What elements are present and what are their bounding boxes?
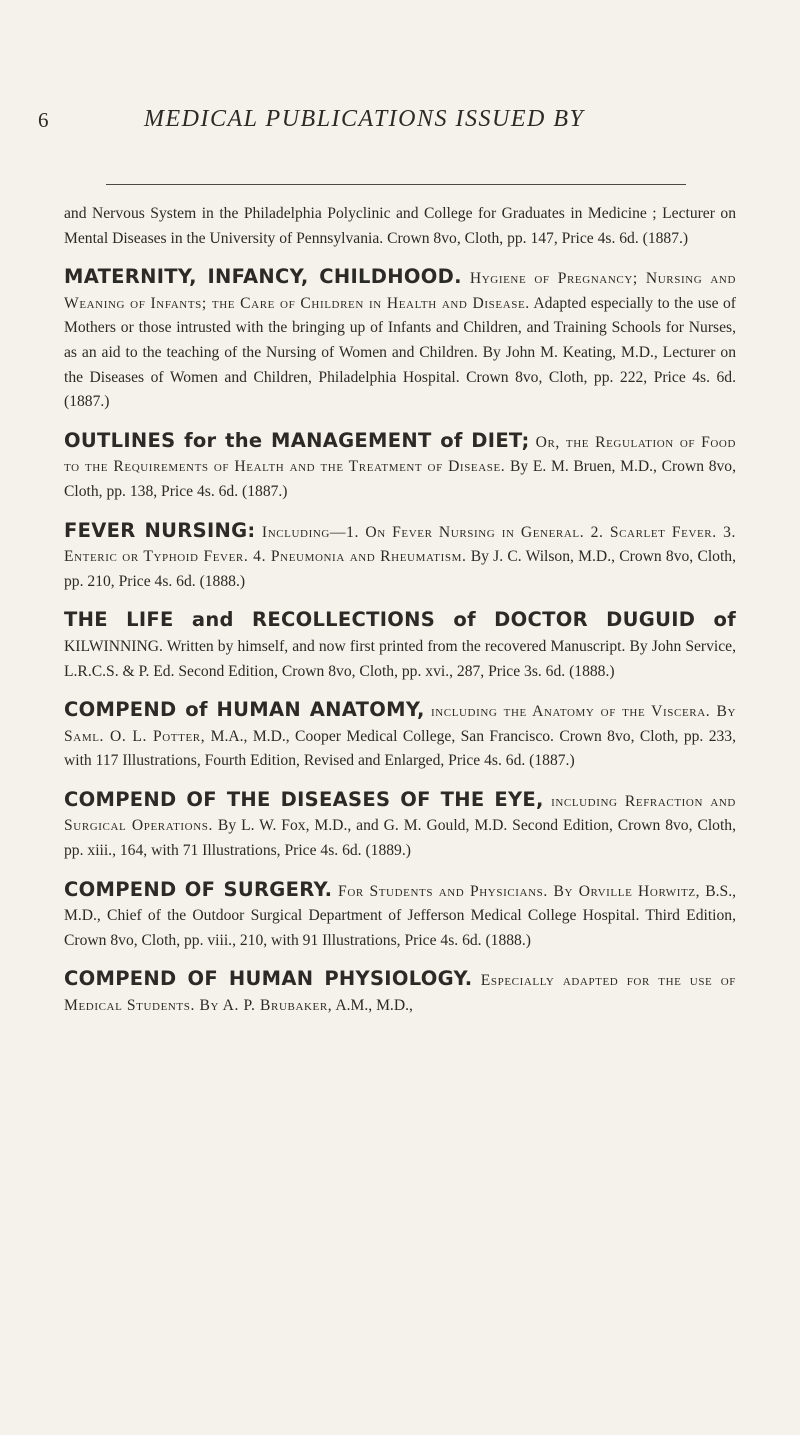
entry-subtitle: Including—1. On Fever Nursing in General. 2. Scarlet Fever. 3. Enteric or Typhoid Fever. 4. Pneumonia and Rheumatism. — [64, 523, 736, 566]
running-head: MEDICAL PUBLICATIONS ISSUED BY — [144, 106, 585, 132]
entry-subtitle: Especially adapted for the use of Medical Students. By A. P. Brubaker, — [64, 972, 736, 1015]
entry-heading: COMPEND OF THE DISEASES OF THE EYE, — [64, 787, 544, 811]
page-number: 6 — [38, 108, 49, 132]
entry-fever-nursing — [64, 519, 736, 595]
entry-body: A.M., M.D., — [332, 997, 413, 1015]
entry-heading: COMPEND OF HUMAN PHYSIOLOGY. — [64, 967, 473, 991]
entry-heading: OUTLINES for the MANAGEMENT of DIET; — [64, 428, 530, 452]
entry-body: By E. M. Bruen, M.D., Crown 8vo, Cloth, pp. 138, Price 4s. 6d. (1887.) — [64, 458, 736, 500]
entry-anatomy — [64, 698, 736, 774]
entry-heading: THE LIFE and RECOLLECTIONS of DOCTOR DUGUID of — [64, 608, 736, 632]
entry-subtitle: including the Anatomy of the Viscera. By Saml. O. L. Potter, — [64, 703, 736, 745]
entry-body: B.S., M.D., Chief of the Outdoor Surgical Department of Jefferson Medical College Hospital. Third Edition, Crown 8vo, Cloth, pp. viii., 210, with 91 Illustrations, Price 4s. 6d. (1888.) — [64, 882, 736, 949]
entry-heading: FEVER NURSING: — [64, 518, 256, 542]
entry-text: and Nervous System in the Philadelphia Polyclinic and College for Graduates in Medicine ; Lecturer on Mental Diseases in the University of Pennsylvania. Crown 8vo, Cloth, pp. 147, Price 4s. 6d. (1887.) — [64, 205, 736, 247]
page-header — [38, 108, 758, 148]
entry-subtitle: Hygiene of Pregnancy; Nursing and Weaning of Infants; the Care of Children in Health and Disease. — [64, 270, 737, 312]
entry-surgery — [64, 878, 736, 954]
entry-subtitle: including Refraction and Surgical Operations. — [64, 792, 736, 835]
entry-body: KILWINNING. Written by himself, and now first printed from the recovered Manuscript. By John Service, L.R.C.S. & P. Ed. Second Edition, Crown 8vo, Cloth, pp. xvi., 287, Price 3s. 6d. (1888.) — [64, 637, 736, 680]
header-rule — [106, 184, 686, 185]
entry-diet — [64, 429, 736, 505]
entry-subtitle: For Students and Physicians. By Orville Horwitz, — [332, 882, 701, 900]
entry-maternity — [64, 265, 736, 415]
entry-duguid — [64, 608, 736, 684]
entry-body: M.A., M.D., Cooper Medical College, San Francisco. Crown 8vo, Cloth, pp. 233, with 117 Illustrations, Fourth Edition, Revised and Enlarged, Price 4s. 6d. (1887.) — [64, 727, 737, 770]
entry-heading: MATERNITY, INFANCY, CHILDHOOD. — [64, 265, 462, 289]
entry-body: By L. W. Fox, M.D., and G. M. Gould, M.D. Second Edition, Crown 8vo, Cloth, pp. xiii., 164, with 71 Illustrations, Price 4s. 6d. (1889.) — [64, 817, 737, 860]
entry-subtitle: Or, the Regulation of Food to the Requirements of Health and the Treatment of Disease. — [64, 433, 736, 476]
entry-continuation — [64, 202, 736, 251]
entry-heading: COMPEND OF SURGERY. — [64, 877, 333, 901]
entry-eye — [64, 788, 736, 864]
publication-list — [64, 202, 736, 1033]
entry-physiology — [64, 967, 736, 1018]
entry-body: Adapted especially to the use of Mothers or those intrusted with the bringing up of Infants and Children, and Training Schools for Nurses, as an aid to the teaching of the Nursing of Women and Children. By John M. Keating, M.D., Lecturer on the Diseases of Women and Children, Philadelphia Hospital. Crown 8vo, Cloth, pp. 222, Price 4s. 6d. (1887.) — [64, 294, 736, 411]
entry-body: By J. C. Wilson, M.D., Crown 8vo, Cloth, pp. 210, Price 4s. 6d. (1888.) — [64, 548, 737, 590]
entry-heading: COMPEND of HUMAN ANATOMY, — [64, 698, 425, 722]
